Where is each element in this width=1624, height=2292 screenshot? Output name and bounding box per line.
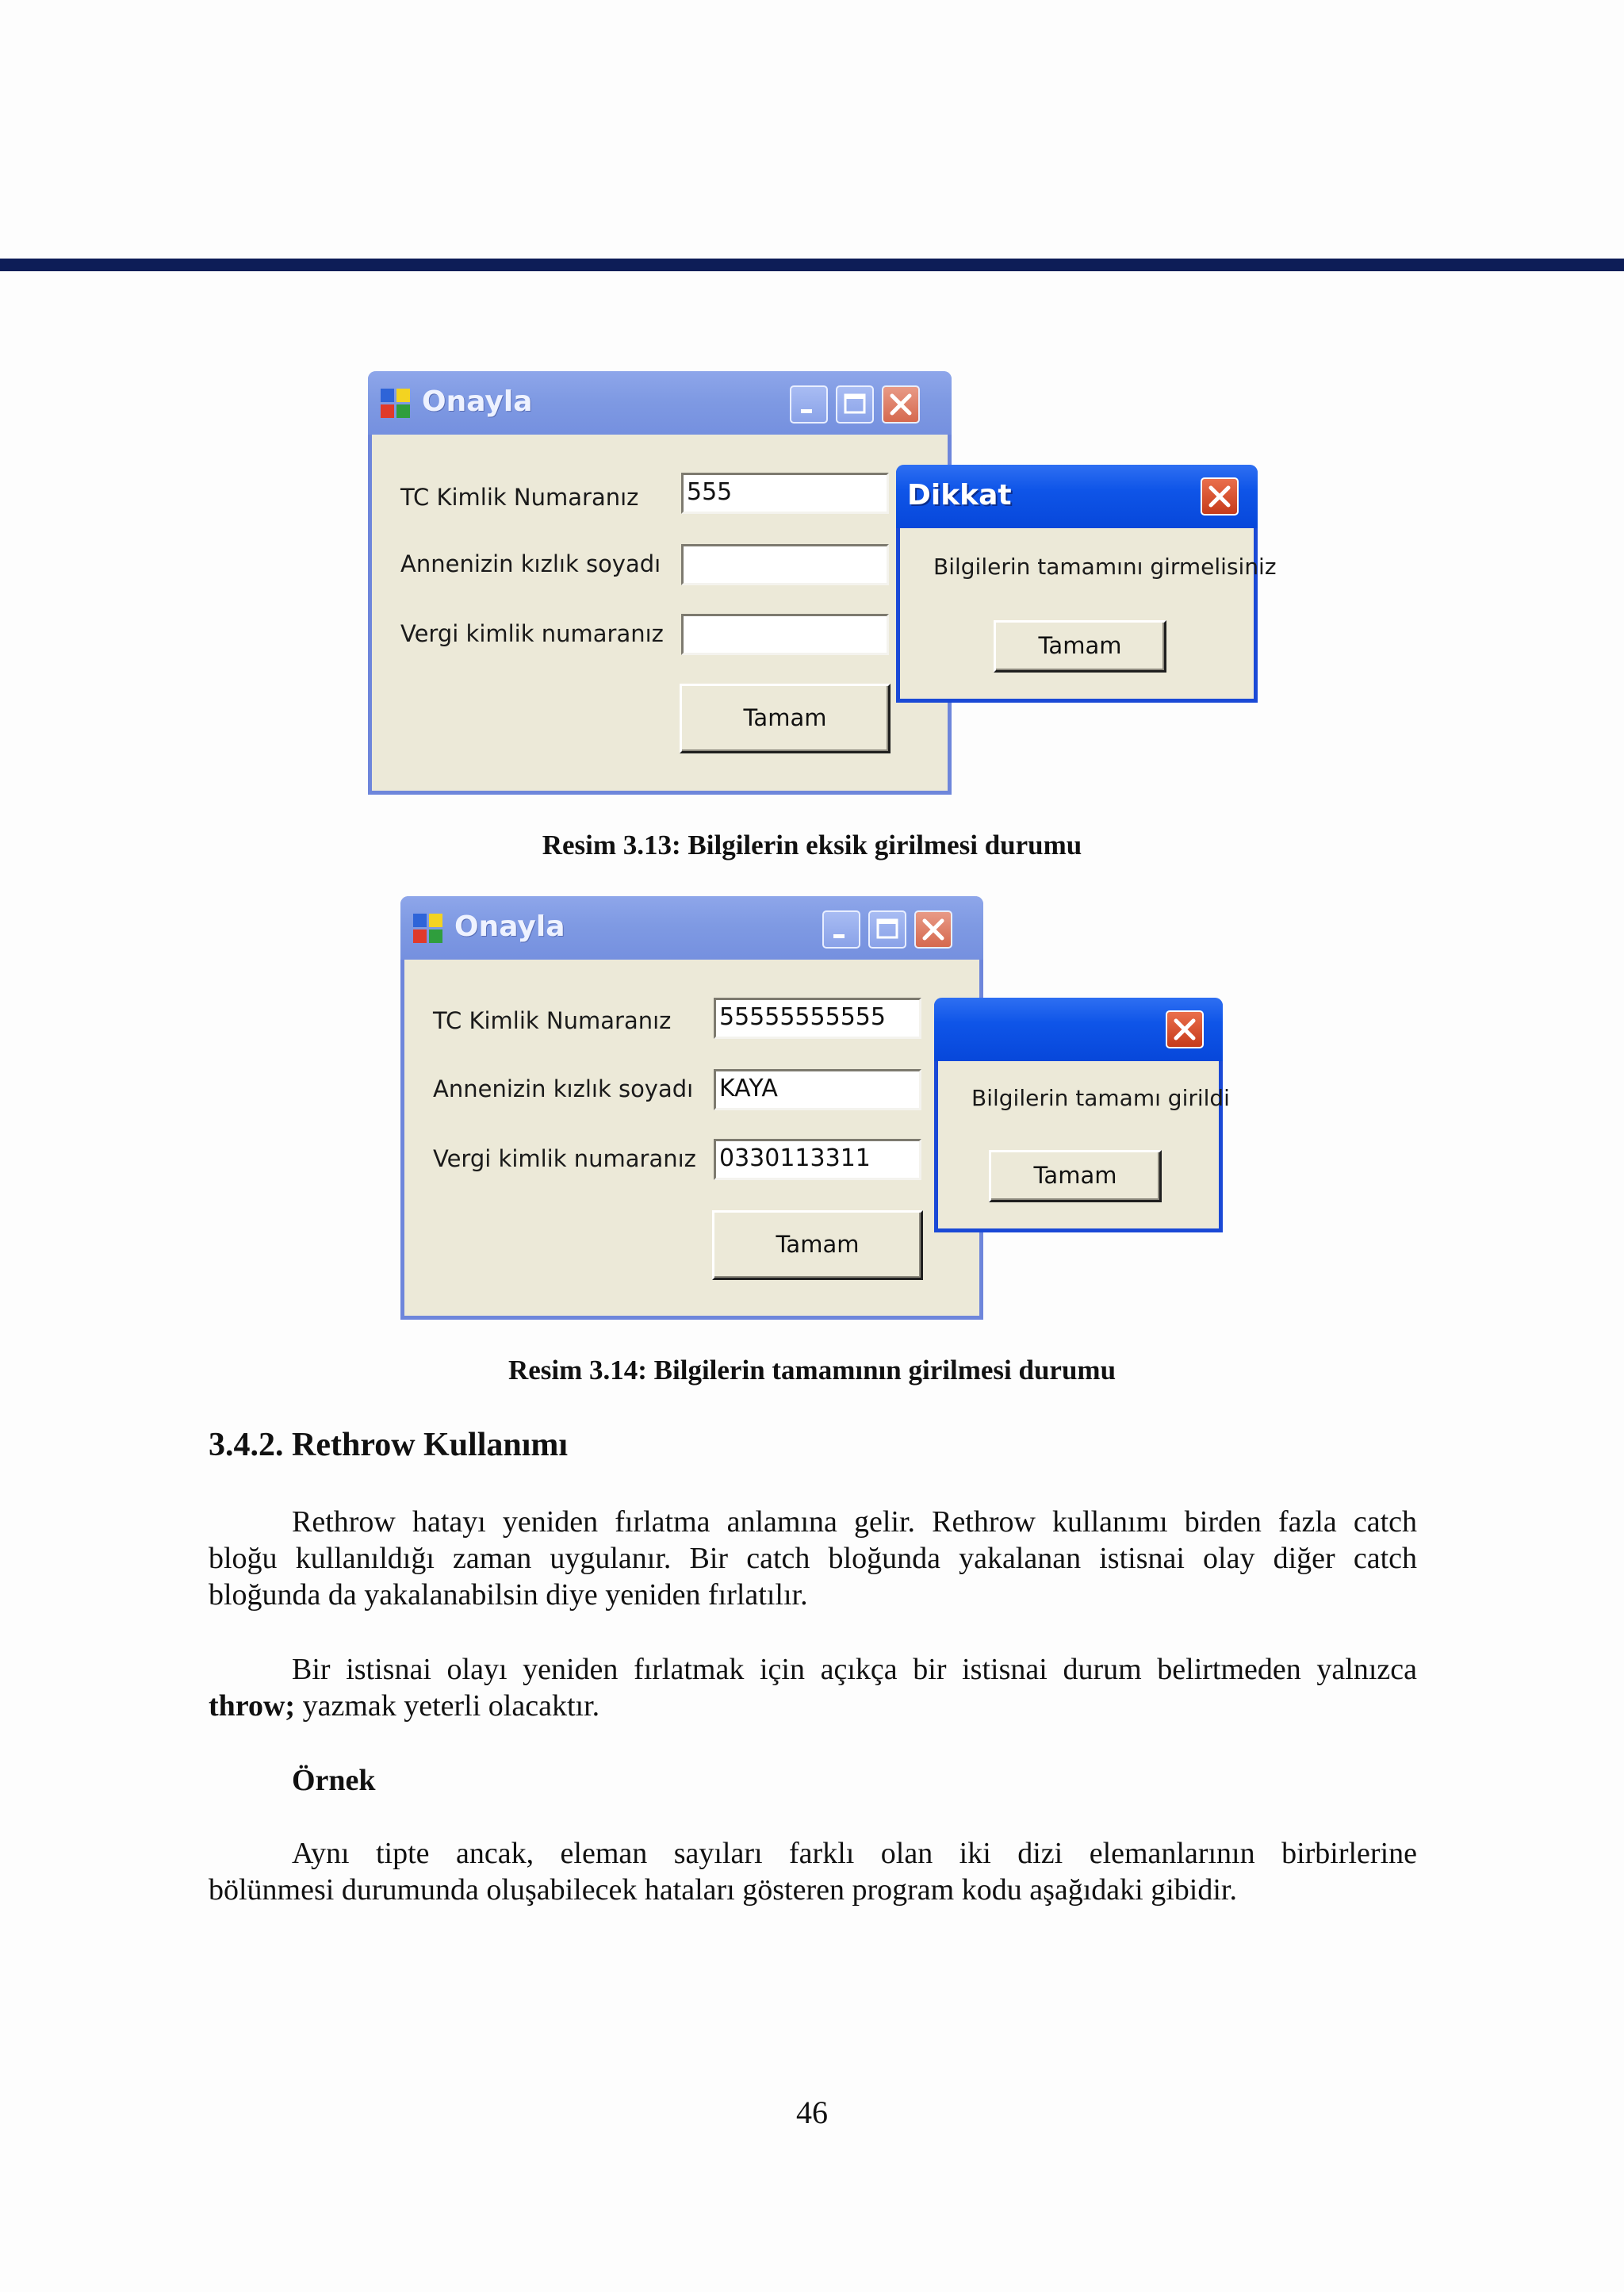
close-icon <box>883 387 918 422</box>
maximize-icon <box>837 387 872 422</box>
tamam-button[interactable]: Tamam <box>680 684 891 753</box>
example-heading: Örnek <box>292 1764 376 1797</box>
figure-caption-3-13: Resim 3.13: Bilgilerin eksik girilmesi durumu <box>542 830 1082 860</box>
message-text: Bilgilerin tamamı girildi <box>971 1085 1230 1111</box>
message-ok-button[interactable]: Tamam <box>989 1150 1162 1202</box>
onayla-window-1 <box>368 371 952 795</box>
message-ok-button[interactable]: Tamam <box>994 620 1166 673</box>
figure-caption-3-14: Resim 3.14: Bilgilerin tamamının girilmesi durumu <box>508 1355 1116 1386</box>
code-keyword-throw: throw; <box>209 1689 296 1723</box>
anne-kizlik-soyadi-input[interactable]: KAYA <box>714 1069 921 1110</box>
section-heading: 3.4.2. Rethrow Kullanımı <box>209 1427 569 1463</box>
message-titlebar[interactable] <box>896 465 1258 528</box>
paragraph-text: yazmak yeterli olacaktır. <box>295 1689 600 1723</box>
paragraph-rethrow <box>209 1504 1417 1613</box>
maximize-icon <box>870 912 905 947</box>
paragraph-line: Bir istisnai olayı yeniden fırlatmak için açıkça bir istisnai durum belirtmeden yalnızca <box>292 1653 1417 1686</box>
tamam-button[interactable]: Tamam <box>712 1210 923 1280</box>
paragraph-example <box>209 1835 1417 1908</box>
message-titlebar[interactable] <box>934 998 1223 1061</box>
maximize-button[interactable] <box>836 385 874 424</box>
tc-kimlik-input[interactable]: 555 <box>681 473 889 514</box>
message-title: Dikkat <box>907 479 1012 512</box>
tc-kimlik-input[interactable]: 55555555555 <box>714 998 921 1039</box>
paragraph-line: bölünmesi durumunda oluşabilecek hataları gösteren program kodu aşağıdaki gibidir. <box>209 1873 1237 1907</box>
info-message-box <box>934 998 1230 1232</box>
label-tc-kimlik: TC Kimlik Numaranız <box>433 1007 672 1034</box>
minimize-icon <box>791 387 826 422</box>
label-anne-kizlik-soyadi: Annenizin kızlık soyadı <box>433 1075 694 1102</box>
header-rule <box>0 259 1624 271</box>
close-icon <box>1167 1012 1202 1047</box>
anne-kizlik-soyadi-input[interactable] <box>681 544 889 585</box>
example-heading-block <box>209 1762 1417 1799</box>
label-vergi-kimlik: Vergi kimlik numaranız <box>400 620 664 647</box>
maximize-button[interactable] <box>868 910 906 949</box>
paragraph-throw <box>209 1651 1417 1724</box>
dikkat-message-box <box>896 465 1277 703</box>
close-icon <box>916 912 951 947</box>
message-text: Bilgilerin tamamını girmelisiniz <box>933 554 1277 580</box>
window-titlebar[interactable] <box>368 371 952 435</box>
label-tc-kimlik: TC Kimlik Numaranız <box>400 484 639 511</box>
window-title: Onayla <box>454 910 565 943</box>
paragraph-line: Rethrow hatayı yeniden fırlatma anlamına gelir. Rethrow kullanımı birden fazla catch <box>292 1505 1417 1539</box>
paragraph-line: Aynı tipte ancak, eleman sayıları farklı olan iki dizi elemanlarının birbirlerine <box>292 1837 1417 1870</box>
minimize-button[interactable] <box>790 385 828 424</box>
window-titlebar[interactable] <box>400 896 983 960</box>
close-icon <box>1202 479 1237 514</box>
minimize-button[interactable] <box>822 910 860 949</box>
app-icon <box>381 389 412 419</box>
vergi-kimlik-input[interactable] <box>681 614 889 655</box>
paragraph-line: bloğu kullanıldığı zaman uygulanır. Bir catch bloğunda yakalanan istisnai olay diğer catch <box>209 1542 1417 1575</box>
onayla-window-2 <box>400 896 983 1320</box>
close-button[interactable] <box>1201 477 1239 516</box>
label-vergi-kimlik: Vergi kimlik numaranız <box>433 1145 696 1172</box>
paragraph-line <box>209 1688 1417 1724</box>
minimize-icon <box>824 912 859 947</box>
vergi-kimlik-input[interactable]: 0330113311 <box>714 1139 921 1180</box>
label-anne-kizlik-soyadi: Annenizin kızlık soyadı <box>400 550 661 577</box>
close-button[interactable] <box>882 385 920 424</box>
app-icon <box>413 914 445 944</box>
paragraph-line: bloğunda da yakalanabilsin diye yeniden fırlatılır. <box>209 1578 808 1612</box>
close-button[interactable] <box>914 910 952 949</box>
page-number: 46 <box>796 2095 828 2130</box>
window-title: Onayla <box>422 385 533 418</box>
close-button[interactable] <box>1166 1010 1204 1048</box>
